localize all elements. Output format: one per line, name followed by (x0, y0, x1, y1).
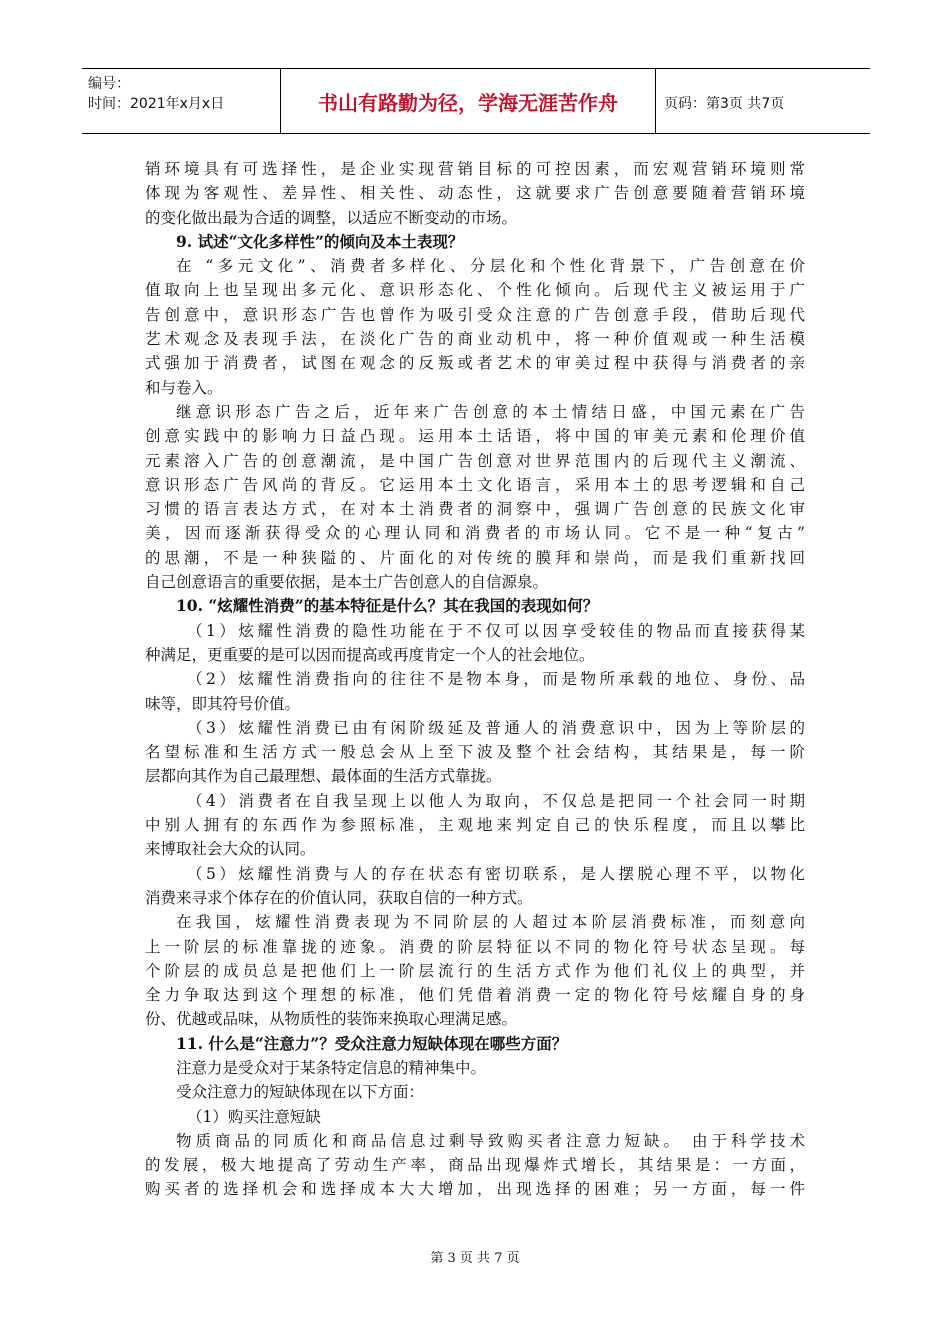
body-text-line: 的发展，极大地提高了劳动生产率，商品出现爆炸式增长，其结果是：一方面， (145, 1156, 805, 1175)
body-text-line: 中别人拥有的东西作为参照标准，主观地来判定自己的快乐程度，而且以攀比 (145, 816, 805, 835)
body-text-line: 在 “多元文化”、消费者多样化、分层化和个性化背景下，广告创意在价 (176, 257, 805, 276)
question-heading-line: 9. 试述“文化多样性”的倾向及本土表现？ (176, 231, 464, 251)
body-text-line: 艺术观念及表现手法，在淡化广告的商业动机中，将一种价值观或一种生活模 (145, 330, 805, 349)
body-text-line: 来博取社会大众的认同。 (145, 840, 316, 859)
body-text-line: 的思潮，不是一种狭隘的、片面化的对传统的膜拜和崇尚，而是我们重新找回 (145, 548, 805, 567)
motto-text: 书山有路勤为径，学海无涯苦作舟 (318, 91, 618, 115)
body-text-line: 销环境具有可选择性，是企业实现营销目标的可控因素，而宏观营销环境则常 (145, 160, 805, 178)
document-body (145, 157, 805, 1202)
body-text-line: （2）炫耀性消费指向的往往不是物本身，而是物所承载的地位、身份、品 (187, 670, 805, 689)
body-text-line: 自己创意语言的重要依据，是本土广告创意人的自信源泉。 (145, 573, 549, 592)
document-number-label: 编号： (88, 76, 130, 92)
header-page-cell (656, 69, 870, 133)
page-header (82, 68, 870, 134)
body-text-line: 继意识形态广告之后，近年来广告创意的本土情结日盛，中国元素在广告 (176, 402, 805, 421)
page-footer: 第 3 页 共 7 页 (430, 1251, 520, 1266)
page-code-label: 页码：第3页 共7页 (664, 96, 785, 112)
body-text-line: 创意实践中的影响力日益凸现。运用本土话语，将中国的审美元素和伦理价值 (145, 427, 805, 446)
body-text-line: 告创意中，意识形态广告也曾作为吸引受众注意的广告创意手段，借助后现代 (145, 305, 805, 324)
body-text-line: 的变化做出最为合适的调整，以适应不断变动的市场。 (145, 208, 518, 227)
body-text-line: 物质商品的同质化和商品信息过剩导致购买者注意力短缺。 由于科学技术 (176, 1131, 805, 1150)
body-text-line: 购买者的选择机会和选择成本大大增加，出现选择的困难；另一方面，每一件 (145, 1180, 805, 1199)
body-text-line: （1）炫耀性消费的隐性功能在于不仅可以因享受较佳的物品而直接获得某 (187, 621, 805, 640)
body-text-line: 种满足，更重要的是可以因而提高或再度肯定一个人的社会地位。 (145, 645, 595, 664)
body-text-line: 层都向其作为自己最理想、最体面的生活方式靠拢。 (145, 767, 502, 786)
body-text-line: 消费来寻求个体存在的价值认同，获取自信的一种方式。 (145, 888, 533, 907)
body-text-line: 味等，即其符号价值。 (145, 694, 301, 713)
body-text-line: 元素溶入广告的创意潮流，是中国广告创意对世界范围内的后现代主义潮流、 (145, 451, 805, 470)
body-text-line: 名望标准和生活方式一般总会从上至下波及整个社会结构，其结果是，每一阶 (145, 743, 805, 762)
body-text-line: 份、优越或品味，从物质性的装饰来换取心理满足感。 (145, 1010, 518, 1029)
body-text-line: （5）炫耀性消费与人的存在状态有密切联系，是人摆脱心理不平，以物化 (187, 864, 805, 883)
body-text-line: 受众注意力的短缺体现在以下方面： (176, 1083, 425, 1102)
header-motto-cell (281, 69, 656, 133)
document-time-label: 时间：2021年x月x日 (88, 96, 225, 112)
body-text-line: 值取向上也呈现出多元化、意识形态化、个性化倾向。后现代主义被运用于广 (145, 281, 805, 300)
body-text-line: 美，因而逐渐获得受众的心理认同和消费者的市场认同。它不是一种“复古” (145, 524, 805, 543)
body-text-line: （4）消费者在自我呈现上以他人为取向，不仅总是把同一个社会同一时期 (187, 791, 805, 810)
question-heading-line: 10. “炫耀性消费”的基本特征是什么？其在我国的表现如何？ (176, 596, 599, 616)
body-text-line: （3）炫耀性消费已由有闲阶级延及普通人的消费意识中，因为上等阶层的 (187, 718, 805, 737)
body-text-line: 个阶层的成员总是把他们上一阶层流行的生活方式作为他们礼仪上的典型，并 (145, 961, 805, 980)
body-text-line: 在我国，炫耀性消费表现为不同阶层的人超过本阶层消费标准，而刻意向 (176, 913, 805, 932)
body-text-line: 体现为客观性、差异性、相关性、动态性，这就要求广告创意要随着营销环境 (145, 184, 805, 203)
body-text-line: 注意力是受众对于某条特定信息的精神集中。 (176, 1058, 487, 1077)
body-text-line: 习惯的语言表达方式，在对本土消费者的洞察中，强调广告创意的民族文化审 (145, 500, 805, 519)
body-text-line: 上一阶层的标准靠拢的迹象。消费的阶层特征以不同的物化符号状态呈现。每 (145, 937, 805, 956)
question-heading-line: 11. 什么是“注意力”？受众注意力短缺体现在哪些方面？ (176, 1033, 568, 1053)
body-text-line: 和与卷入。 (145, 378, 223, 397)
body-text-line: 意识形态广告风尚的背反。它运用本土文化语言，采用本土的思考逻辑和自己 (145, 475, 805, 494)
body-text-line: 全力争取达到这个理想的标准，他们凭借着消费一定的物化符号炫耀自身的身 (145, 986, 805, 1005)
body-text-line: 式强加于消费者，试图在观念的反叛或者艺术的审美过程中获得与消费者的亲 (145, 354, 805, 373)
header-meta-cell (82, 69, 281, 133)
body-text-line: （1）购买注意短缺 (187, 1107, 321, 1126)
